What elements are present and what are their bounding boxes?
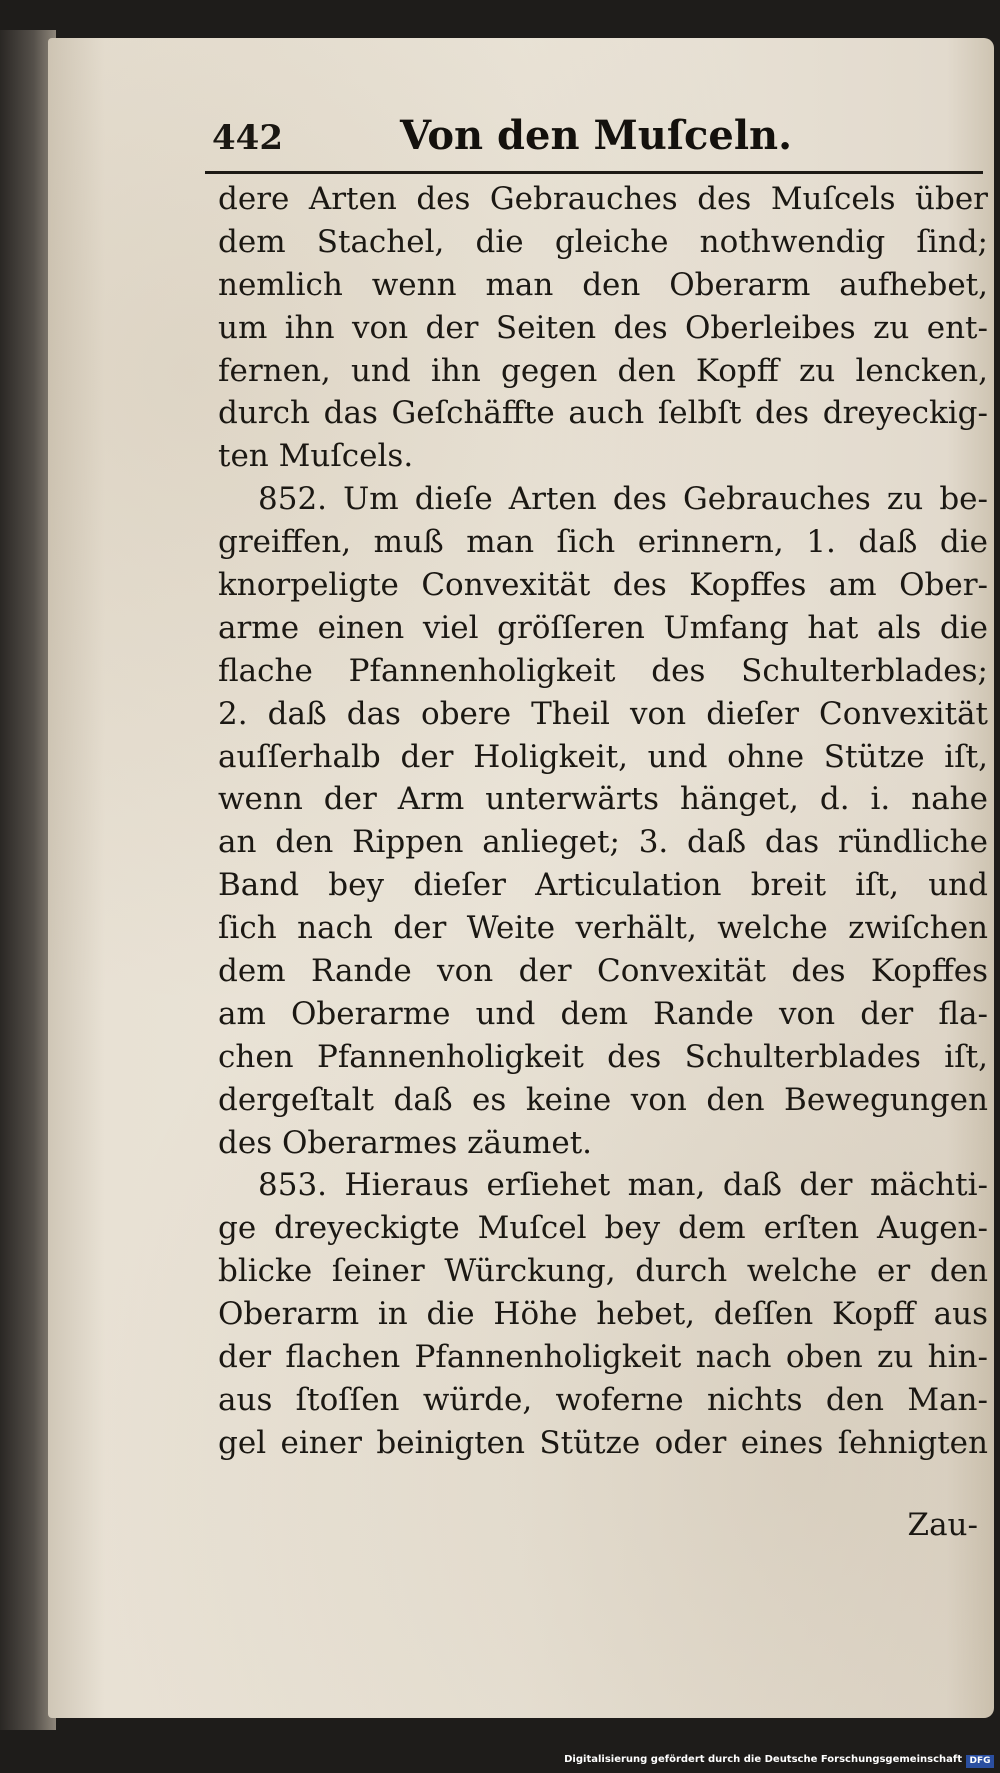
text-line: um ihn von der Seiten des Oberleibes zu ent- [218, 309, 988, 346]
text-line: Band bey dieſer Articulation breit iſt, und [218, 867, 988, 904]
text-line: des Oberarmes zäumet. [218, 1124, 593, 1161]
text-line: dem Stachel, die gleiche nothwendig ſind; [218, 223, 988, 260]
running-title: Von den Muſceln. [400, 112, 793, 159]
text-line: dem Rande von der Convexität des Kopffes [218, 953, 988, 990]
text-line: der flachen Pfannenholigkeit nach oben zu hin- [218, 1339, 988, 1376]
paragraph-852-start: 852. Um dieſe Arten des Gebrauches zu be- [258, 481, 988, 518]
text-line: am Oberarme und dem Rande von der fla- [218, 995, 988, 1032]
body-text [218, 178, 988, 1465]
text-line: Oberarm in die Höhe hebet, deſſen Kopff aus [218, 1296, 988, 1333]
dfg-logo: DFG [966, 1755, 994, 1768]
text-line: aus ſtoſſen würde, woferne nichts den Man- [218, 1381, 988, 1418]
text-line: chen Pfannenholigkeit des Schulterblades iſt, [218, 1038, 988, 1075]
digitization-credit: Digitalisierung gefördert durch die Deutsche Forschungsgemeinschaft [564, 1754, 962, 1765]
page-number: 442 [212, 118, 283, 158]
header-rule [205, 171, 983, 174]
text-line: knorpeligte Convexität des Kopffes am Ober- [218, 567, 988, 604]
text-line: blicke ſeiner Würckung, durch welche er den [218, 1253, 988, 1290]
text-line: dere Arten des Gebrauches des Muſcels über [218, 181, 988, 217]
text-line: ſich nach der Weite verhält, welche zwiſchen [218, 910, 988, 947]
text-line: ten Muſcels. [218, 438, 414, 475]
text-line: arme einen viel gröſſeren Umfang hat als die [218, 609, 988, 646]
text-line: wenn der Arm unterwärts hänget, d. i. nahe [218, 781, 988, 818]
text-line: greiffen, muß man ſich erinnern, 1. daß die [218, 524, 988, 561]
paragraph-853-start: 853. Hieraus erſiehet man, daß der mächti- [258, 1167, 988, 1204]
text-line: durch das Geſchäffte auch ſelbſt des dreyeckig- [218, 395, 988, 432]
catchword: Zau- [907, 1507, 978, 1543]
text-line: nemlich wenn man den Oberarm aufhebet, [218, 266, 988, 303]
text-line: flache Pfannenholigkeit des Schulterblades; [218, 652, 988, 689]
page-header [170, 108, 980, 168]
text-line: auſſerhalb der Holigkeit, und ohne Stütze iſt, [218, 738, 988, 775]
text-line: gel einer beinigten Stütze oder eines ſehnigten [218, 1424, 988, 1461]
text-line: dergeſtalt daß es keine von den Bewegungen [218, 1081, 988, 1118]
text-line: 2. daß das obere Theil von dieſer Convexität [218, 695, 988, 732]
text-line: an den Rippen anlieget; 3. daß das ründliche [218, 824, 988, 861]
text-line: fernen, und ihn gegen den Kopff zu lencken, [218, 352, 988, 389]
text-line: ge dreyeckigte Muſcel bey dem erſten Augen- [218, 1210, 988, 1247]
